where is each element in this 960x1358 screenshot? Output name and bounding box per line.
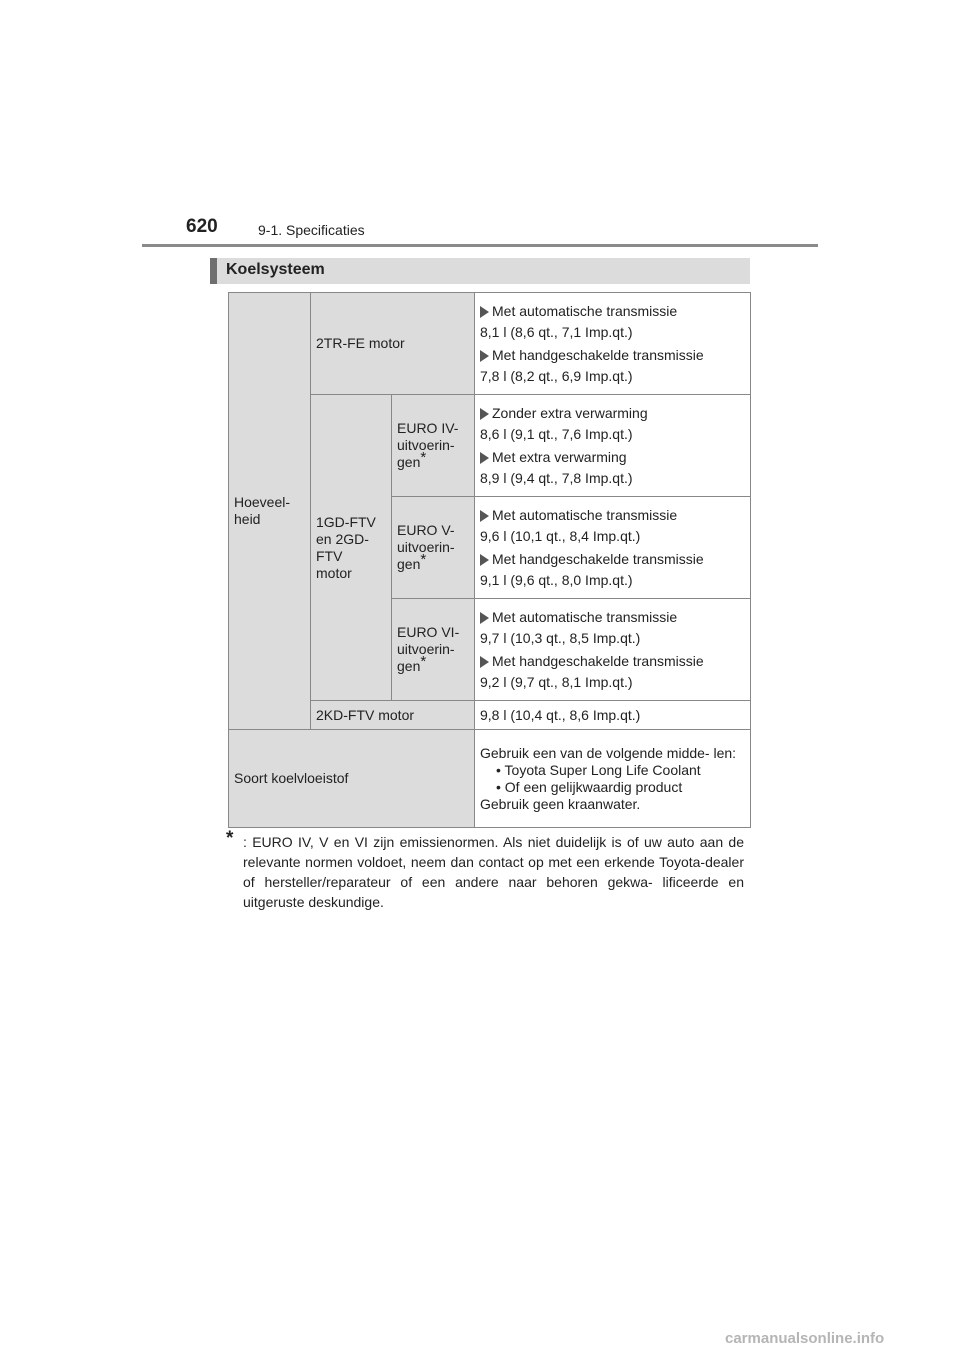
spec-item bbox=[480, 551, 745, 568]
value-2kd-cell bbox=[475, 701, 751, 730]
footnote-text: : EURO IV, V en VI zijn emissienormen. Als niet duidelijk is of uw auto aan de relevante normen voldoet, neem dan contact op met een erkende Toyota-dealer of hersteller/reparateur of een andere naar behoren gekwa- lificeerde en uitgeruste deskundige. bbox=[243, 834, 744, 910]
band-marker bbox=[210, 258, 217, 284]
engine-2kd-cell bbox=[311, 701, 475, 730]
spec-euro4-cell bbox=[475, 395, 751, 497]
arrow-icon bbox=[480, 408, 489, 420]
arrow-icon bbox=[480, 306, 489, 318]
spec-item bbox=[480, 347, 745, 364]
footnote-marker: * bbox=[226, 828, 234, 849]
arrow-icon bbox=[480, 612, 489, 624]
arrow-icon bbox=[480, 510, 489, 522]
spec-value: 9,7 l (10,3 qt., 8,5 Imp.qt.) bbox=[480, 630, 641, 646]
footnote bbox=[226, 828, 744, 912]
header-rule bbox=[142, 244, 818, 247]
spec-label: Met automatische transmissie bbox=[492, 609, 678, 625]
arrow-icon bbox=[480, 452, 489, 464]
page-number: 620 bbox=[186, 216, 218, 237]
spec-item bbox=[480, 609, 745, 626]
section-title: 9-1. Specificaties bbox=[258, 222, 365, 238]
asterisk: * bbox=[420, 653, 427, 670]
spec-item bbox=[480, 405, 745, 422]
asterisk: * bbox=[420, 551, 427, 568]
spec-label: Met automatische transmissie bbox=[492, 507, 678, 523]
coolant-option: • Of een gelijkwaardig product bbox=[496, 778, 683, 795]
spec-label: Zonder extra verwarming bbox=[492, 405, 648, 421]
coolant-option-text: Toyota Super Long Life Coolant bbox=[504, 761, 701, 778]
value-2kd: 9,8 l (10,4 qt., 8,6 Imp.qt.) bbox=[480, 706, 641, 723]
watermark: carmanualsonline.info bbox=[725, 1330, 885, 1347]
euro5-label: EURO V- uitvoerin- gen bbox=[397, 522, 455, 572]
quantity-label-cell bbox=[229, 293, 311, 730]
coolant-option-text: Of een gelijkwaardig product bbox=[504, 778, 683, 795]
spec-value: 9,1 l (9,6 qt., 8,0 Imp.qt.) bbox=[480, 572, 633, 588]
spec-item bbox=[480, 449, 745, 466]
spec-euro6-cell bbox=[475, 599, 751, 701]
spec-value: 9,6 l (10,1 qt., 8,4 Imp.qt.) bbox=[480, 528, 641, 544]
euro6-label: EURO VI- uitvoerin- gen bbox=[397, 624, 460, 674]
coolant-note: Gebruik geen kraanwater. bbox=[480, 795, 641, 812]
coolant-spec-cell bbox=[475, 730, 751, 828]
spec-value: 8,1 l (8,6 qt., 7,1 Imp.qt.) bbox=[480, 324, 633, 340]
arrow-icon bbox=[480, 350, 489, 362]
euro4-label: EURO IV- uitvoerin- gen bbox=[397, 420, 459, 470]
coolant-intro: Gebruik een van de volgende midde- len: bbox=[480, 744, 737, 761]
spec-label: Met extra verwarming bbox=[492, 449, 627, 465]
spec-value: 8,9 l (9,4 qt., 7,8 Imp.qt.) bbox=[480, 470, 633, 486]
spec-value: 7,8 l (8,2 qt., 6,9 Imp.qt.) bbox=[480, 368, 633, 384]
arrow-icon bbox=[480, 554, 489, 566]
band-title: Koelsysteem bbox=[226, 261, 325, 278]
coolant-option: • Toyota Super Long Life Coolant bbox=[496, 761, 701, 778]
arrow-icon bbox=[480, 656, 489, 668]
spec-label: Met handgeschakelde transmissie bbox=[492, 653, 704, 669]
cooling-spec-table bbox=[228, 292, 751, 828]
euro5-cell bbox=[392, 497, 475, 599]
euro6-cell bbox=[392, 599, 475, 701]
spec-label: Met handgeschakelde transmissie bbox=[492, 551, 704, 567]
euro4-cell bbox=[392, 395, 475, 497]
quantity-label: Hoeveel- heid bbox=[234, 494, 291, 527]
coolant-label-cell bbox=[229, 730, 475, 828]
spec-item bbox=[480, 507, 745, 524]
engine-2tr-label: 2TR-FE motor bbox=[316, 335, 405, 351]
engine-2kd-label: 2KD-FTV motor bbox=[316, 706, 415, 723]
spec-label: Met handgeschakelde transmissie bbox=[492, 347, 704, 363]
coolant-label: Soort koelvloeistof bbox=[234, 770, 349, 786]
engine-1gd-cell bbox=[311, 395, 392, 701]
engine-2tr-cell bbox=[311, 293, 475, 395]
section-band bbox=[210, 258, 750, 284]
spec-2tr-cell bbox=[475, 293, 751, 395]
spec-value: 9,2 l (9,7 qt., 8,1 Imp.qt.) bbox=[480, 674, 633, 690]
spec-label: Met automatische transmissie bbox=[492, 303, 678, 319]
spec-value: 8,6 l (9,1 qt., 7,6 Imp.qt.) bbox=[480, 426, 633, 442]
spec-euro5-cell bbox=[475, 497, 751, 599]
spec-item bbox=[480, 653, 745, 670]
engine-1gd-label: 1GD-FTV en 2GD-FTV motor bbox=[316, 513, 376, 581]
asterisk: * bbox=[420, 449, 427, 466]
spec-item bbox=[480, 303, 745, 320]
